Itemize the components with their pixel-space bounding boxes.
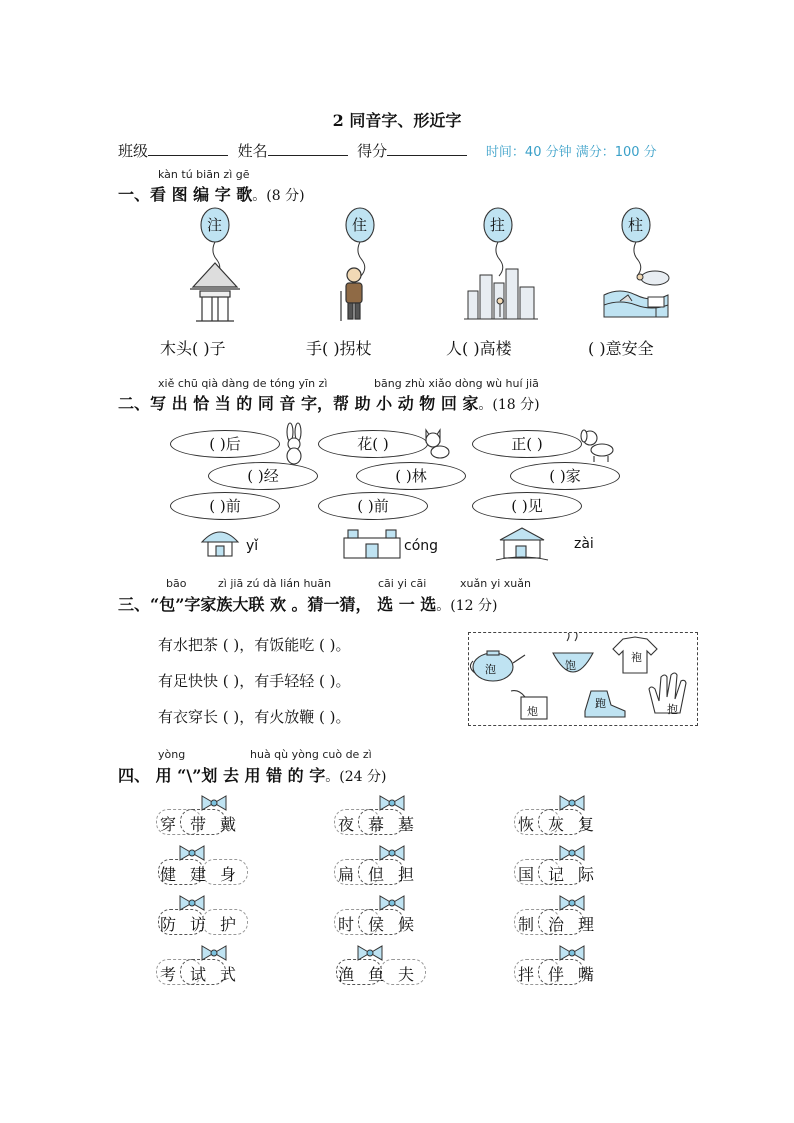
oval-9[interactable]: ( )见	[472, 492, 582, 520]
section4-pinyin-b: huà qù yòng cuò de zì	[250, 748, 372, 761]
section3-pinyin-c: cāi yi cāi	[378, 577, 427, 590]
oval-4[interactable]: ( )经	[208, 462, 318, 490]
mushroom-house-icon	[202, 532, 238, 556]
group-char[interactable]: 试	[189, 965, 206, 984]
group-char[interactable]: 夫	[397, 965, 414, 984]
group-11	[334, 962, 434, 986]
bow-icon	[200, 794, 228, 812]
cat-icon	[426, 430, 449, 458]
section3-pinyin-d: xuǎn yi xuǎn	[460, 577, 531, 590]
score-label: 得分	[357, 142, 388, 160]
option-pao-robe[interactable]: 袍	[631, 651, 642, 664]
page-title: 2 同音字、形近字	[332, 111, 462, 130]
bow-icon	[378, 844, 406, 862]
oval-1[interactable]: ( )后	[170, 430, 280, 458]
time-info: 时间：40 分钟 满分：100 分	[485, 145, 657, 160]
oval-8[interactable]: ( )前	[318, 492, 428, 520]
riddle-row-2[interactable]: 有足快快 ( )，有手轻轻 ( )。	[158, 672, 351, 690]
group-char[interactable]: 建	[189, 865, 206, 884]
group-char[interactable]: 渔	[337, 965, 354, 984]
section4-points: 。(24 分)	[325, 769, 387, 785]
group-9	[514, 912, 614, 936]
caption-4[interactable]: ( )意安全	[588, 339, 654, 358]
option-bao-full[interactable]: 饱	[565, 659, 576, 672]
seaside-warning-icon	[604, 271, 669, 317]
section1-heading	[118, 182, 305, 205]
group-char[interactable]: 夜	[337, 815, 354, 834]
group-char[interactable]: 际	[577, 865, 594, 884]
house-pinyin-3: zài	[574, 536, 594, 552]
group-char[interactable]: 考	[159, 965, 176, 984]
section3-title: 三、“包”字家族大联 欢 。猜一猜， 选 一 选	[118, 595, 437, 614]
name-label: 姓名	[237, 142, 268, 160]
snow-house-icon	[496, 528, 548, 560]
dog-icon	[581, 430, 613, 462]
group-char[interactable]: 穿	[159, 815, 176, 834]
pavilion-icon	[190, 263, 240, 321]
group-char[interactable]: 戴	[219, 815, 236, 834]
section2-pinyin-b: bāng zhù xiǎo dòng wù huí jiā	[374, 377, 539, 390]
group-char[interactable]: 嘴	[577, 965, 594, 984]
section2-pinyin-a: xiě chū qià dàng de tóng yīn zì	[158, 377, 328, 390]
oval-3[interactable]: 正( )	[472, 430, 582, 458]
section1-points: 。(8 分)	[252, 188, 305, 204]
castle-house-icon	[344, 530, 400, 558]
group-char[interactable]: 式	[219, 965, 236, 984]
section2-heading	[118, 391, 540, 414]
section4-title: 四、 用 “\”划 去 用 错 的 字	[118, 766, 326, 785]
bow-icon	[558, 894, 586, 912]
city-skyline-icon	[464, 269, 538, 319]
group-char[interactable]: 但	[367, 865, 384, 884]
group-char[interactable]: 幕	[367, 815, 384, 834]
group-char[interactable]: 国	[517, 865, 534, 884]
section1-pinyin: kàn tú biān zì gē	[158, 168, 250, 181]
group-char[interactable]: 身	[219, 865, 236, 884]
group-1	[156, 812, 256, 836]
section2-title: 二、写 出 恰 当 的 同 音 字，帮 助 小 动 物 回 家	[118, 394, 479, 413]
riddle-row-3[interactable]: 有衣穿长 ( )，有火放鞭 ( )。	[158, 708, 351, 726]
riddle-row-1[interactable]: 有水把茶 ( )，有饭能吃 ( )。	[158, 636, 351, 654]
bow-icon	[178, 844, 206, 862]
bow-icon	[378, 894, 406, 912]
group-6	[514, 862, 614, 886]
group-2	[334, 812, 434, 836]
group-char[interactable]: 时	[337, 915, 354, 934]
teapot-icon	[470, 651, 525, 681]
oval-2[interactable]: 花( )	[318, 430, 428, 458]
group-10	[156, 962, 256, 986]
house-pinyin-2: cóng	[404, 538, 439, 554]
group-char[interactable]: 恢	[517, 815, 534, 834]
old-man-icon	[341, 268, 362, 321]
bow-icon	[558, 944, 586, 962]
group-char[interactable]: 墓	[397, 815, 414, 834]
class-label: 班级	[118, 142, 149, 160]
group-3	[514, 812, 614, 836]
option-pao-run[interactable]: 跑	[595, 697, 606, 710]
group-char[interactable]: 护	[219, 915, 236, 934]
name-blank[interactable]	[268, 139, 348, 156]
balloon-char-4: 柱	[628, 216, 644, 234]
group-char[interactable]: 健	[159, 865, 176, 884]
group-char[interactable]: 复	[577, 815, 594, 834]
option-pao-water[interactable]: 泡	[485, 663, 496, 676]
section1-title: 一、看 图 编 字 歌	[118, 185, 253, 204]
caption-3[interactable]: 人( )高楼	[446, 339, 512, 358]
group-12	[514, 962, 614, 986]
group-5	[334, 862, 434, 886]
section4-heading	[118, 763, 386, 786]
option-bao-hug[interactable]: 抱	[667, 703, 678, 716]
balloon-char-1: 注	[207, 216, 223, 234]
rabbit-icon	[287, 423, 301, 464]
group-char[interactable]: 记	[547, 865, 564, 884]
section3-points: 。(12 分)	[436, 598, 498, 614]
group-7	[156, 912, 256, 936]
section3-heading	[118, 592, 497, 615]
balloon-char-2: 住	[352, 216, 368, 234]
group-char[interactable]: 理	[577, 915, 594, 934]
group-char[interactable]: 灰	[547, 815, 564, 834]
section3-pinyin-a: bāo	[166, 577, 187, 590]
group-8	[334, 912, 434, 936]
section2-points: 。(18 分)	[478, 397, 540, 413]
group-char[interactable]: 制	[517, 915, 534, 934]
section2-pictures	[0, 420, 794, 570]
group-char[interactable]: 访	[189, 915, 206, 934]
house-pinyin-1: yǐ	[246, 538, 259, 554]
option-pao-cannon[interactable]: 炮	[527, 705, 538, 718]
balloon-char-3: 拄	[490, 216, 506, 234]
group-char[interactable]: 担	[397, 865, 414, 884]
group-char[interactable]: 防	[159, 915, 176, 934]
group-char[interactable]: 鱼	[367, 965, 384, 984]
bow-icon	[558, 794, 586, 812]
group-char[interactable]: 侯	[367, 915, 384, 934]
options-pictures	[469, 633, 697, 725]
section3-pinyin-b: zì jiā zú dà lián huān	[218, 577, 332, 590]
group-char[interactable]: 扁	[337, 865, 354, 884]
group-char[interactable]: 伴	[547, 965, 564, 984]
caption-2[interactable]: 手( )拐杖	[306, 339, 372, 358]
group-char[interactable]: 候	[397, 915, 414, 934]
section4-pinyin-a: yòng	[158, 748, 186, 761]
bow-icon	[200, 944, 228, 962]
group-char[interactable]: 带	[189, 815, 206, 834]
section1-pictures	[0, 205, 794, 335]
bow-icon	[356, 944, 384, 962]
word-options-box	[468, 632, 698, 726]
group-char[interactable]: 治	[547, 915, 564, 934]
group-char[interactable]: 拌	[517, 965, 534, 984]
bow-icon	[378, 794, 406, 812]
oval-6[interactable]: ( )家	[510, 462, 620, 490]
group-4	[156, 862, 256, 886]
info-line	[118, 139, 657, 161]
bow-icon	[178, 894, 206, 912]
class-blank[interactable]	[148, 139, 228, 156]
bow-icon	[558, 844, 586, 862]
oval-7[interactable]: ( )前	[170, 492, 280, 520]
oval-5[interactable]: ( )林	[356, 462, 466, 490]
score-blank[interactable]	[387, 139, 467, 156]
caption-1[interactable]: 木头( )子	[160, 339, 226, 358]
